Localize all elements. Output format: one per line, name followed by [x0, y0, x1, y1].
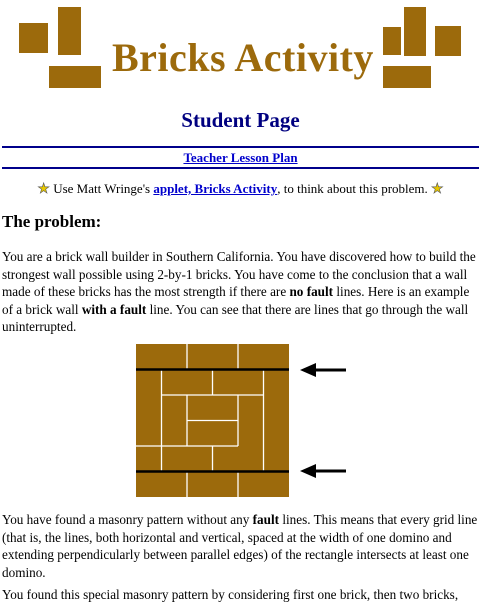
para2-text-a: You have found a masonry pattern without any [2, 512, 253, 527]
page-title: Bricks Activity [112, 35, 374, 80]
star-icon: ★ [37, 182, 50, 197]
arrow-left-icon [300, 363, 346, 377]
intro-text-after: , to think about this problem. [277, 181, 428, 196]
problem-heading: The problem: [2, 212, 102, 231]
page-subtitle: Student Page [181, 108, 300, 132]
para1-text-e: line. You can see that there are lines that go through the wall uninterrupted. [2, 301, 469, 334]
para1-bold-no-fault: no fault [289, 284, 334, 299]
arrow-left-icon [300, 464, 346, 478]
problem-paragraph-3: You found this special masonry pattern by considering first one brick, then two bricks, [2, 587, 459, 602]
applet-link[interactable]: applet, Bricks Activity [153, 181, 278, 196]
problem-paragraph-2 [2, 511, 480, 581]
para2-text-c: lines. This means that every grid line (that is, the lines, both horizontal and vertical, spaced at the width of one domino and extending perpendicularly between parallel edges) of the rectangle intersects at least one domino. [2, 512, 478, 580]
para1-bold-with-fault: with a fault [81, 301, 147, 317]
para1-text-c: lines. Here is an example of a brick wall [2, 284, 470, 317]
star-icon: ★ [431, 182, 444, 197]
para2-bold-fault: fault [252, 512, 280, 527]
teacher-lesson-plan-link[interactable]: Teacher Lesson Plan [183, 150, 298, 165]
para1-text-a: You are a brick wall builder in Southern California. You have discovered how to build the strongest wall possible using 2-by-1 bricks. You have come to the conclusion that a wall made of these bricks has the most strength if there are [2, 249, 476, 299]
intro-text-before: Use Matt Wringe's [53, 181, 154, 196]
